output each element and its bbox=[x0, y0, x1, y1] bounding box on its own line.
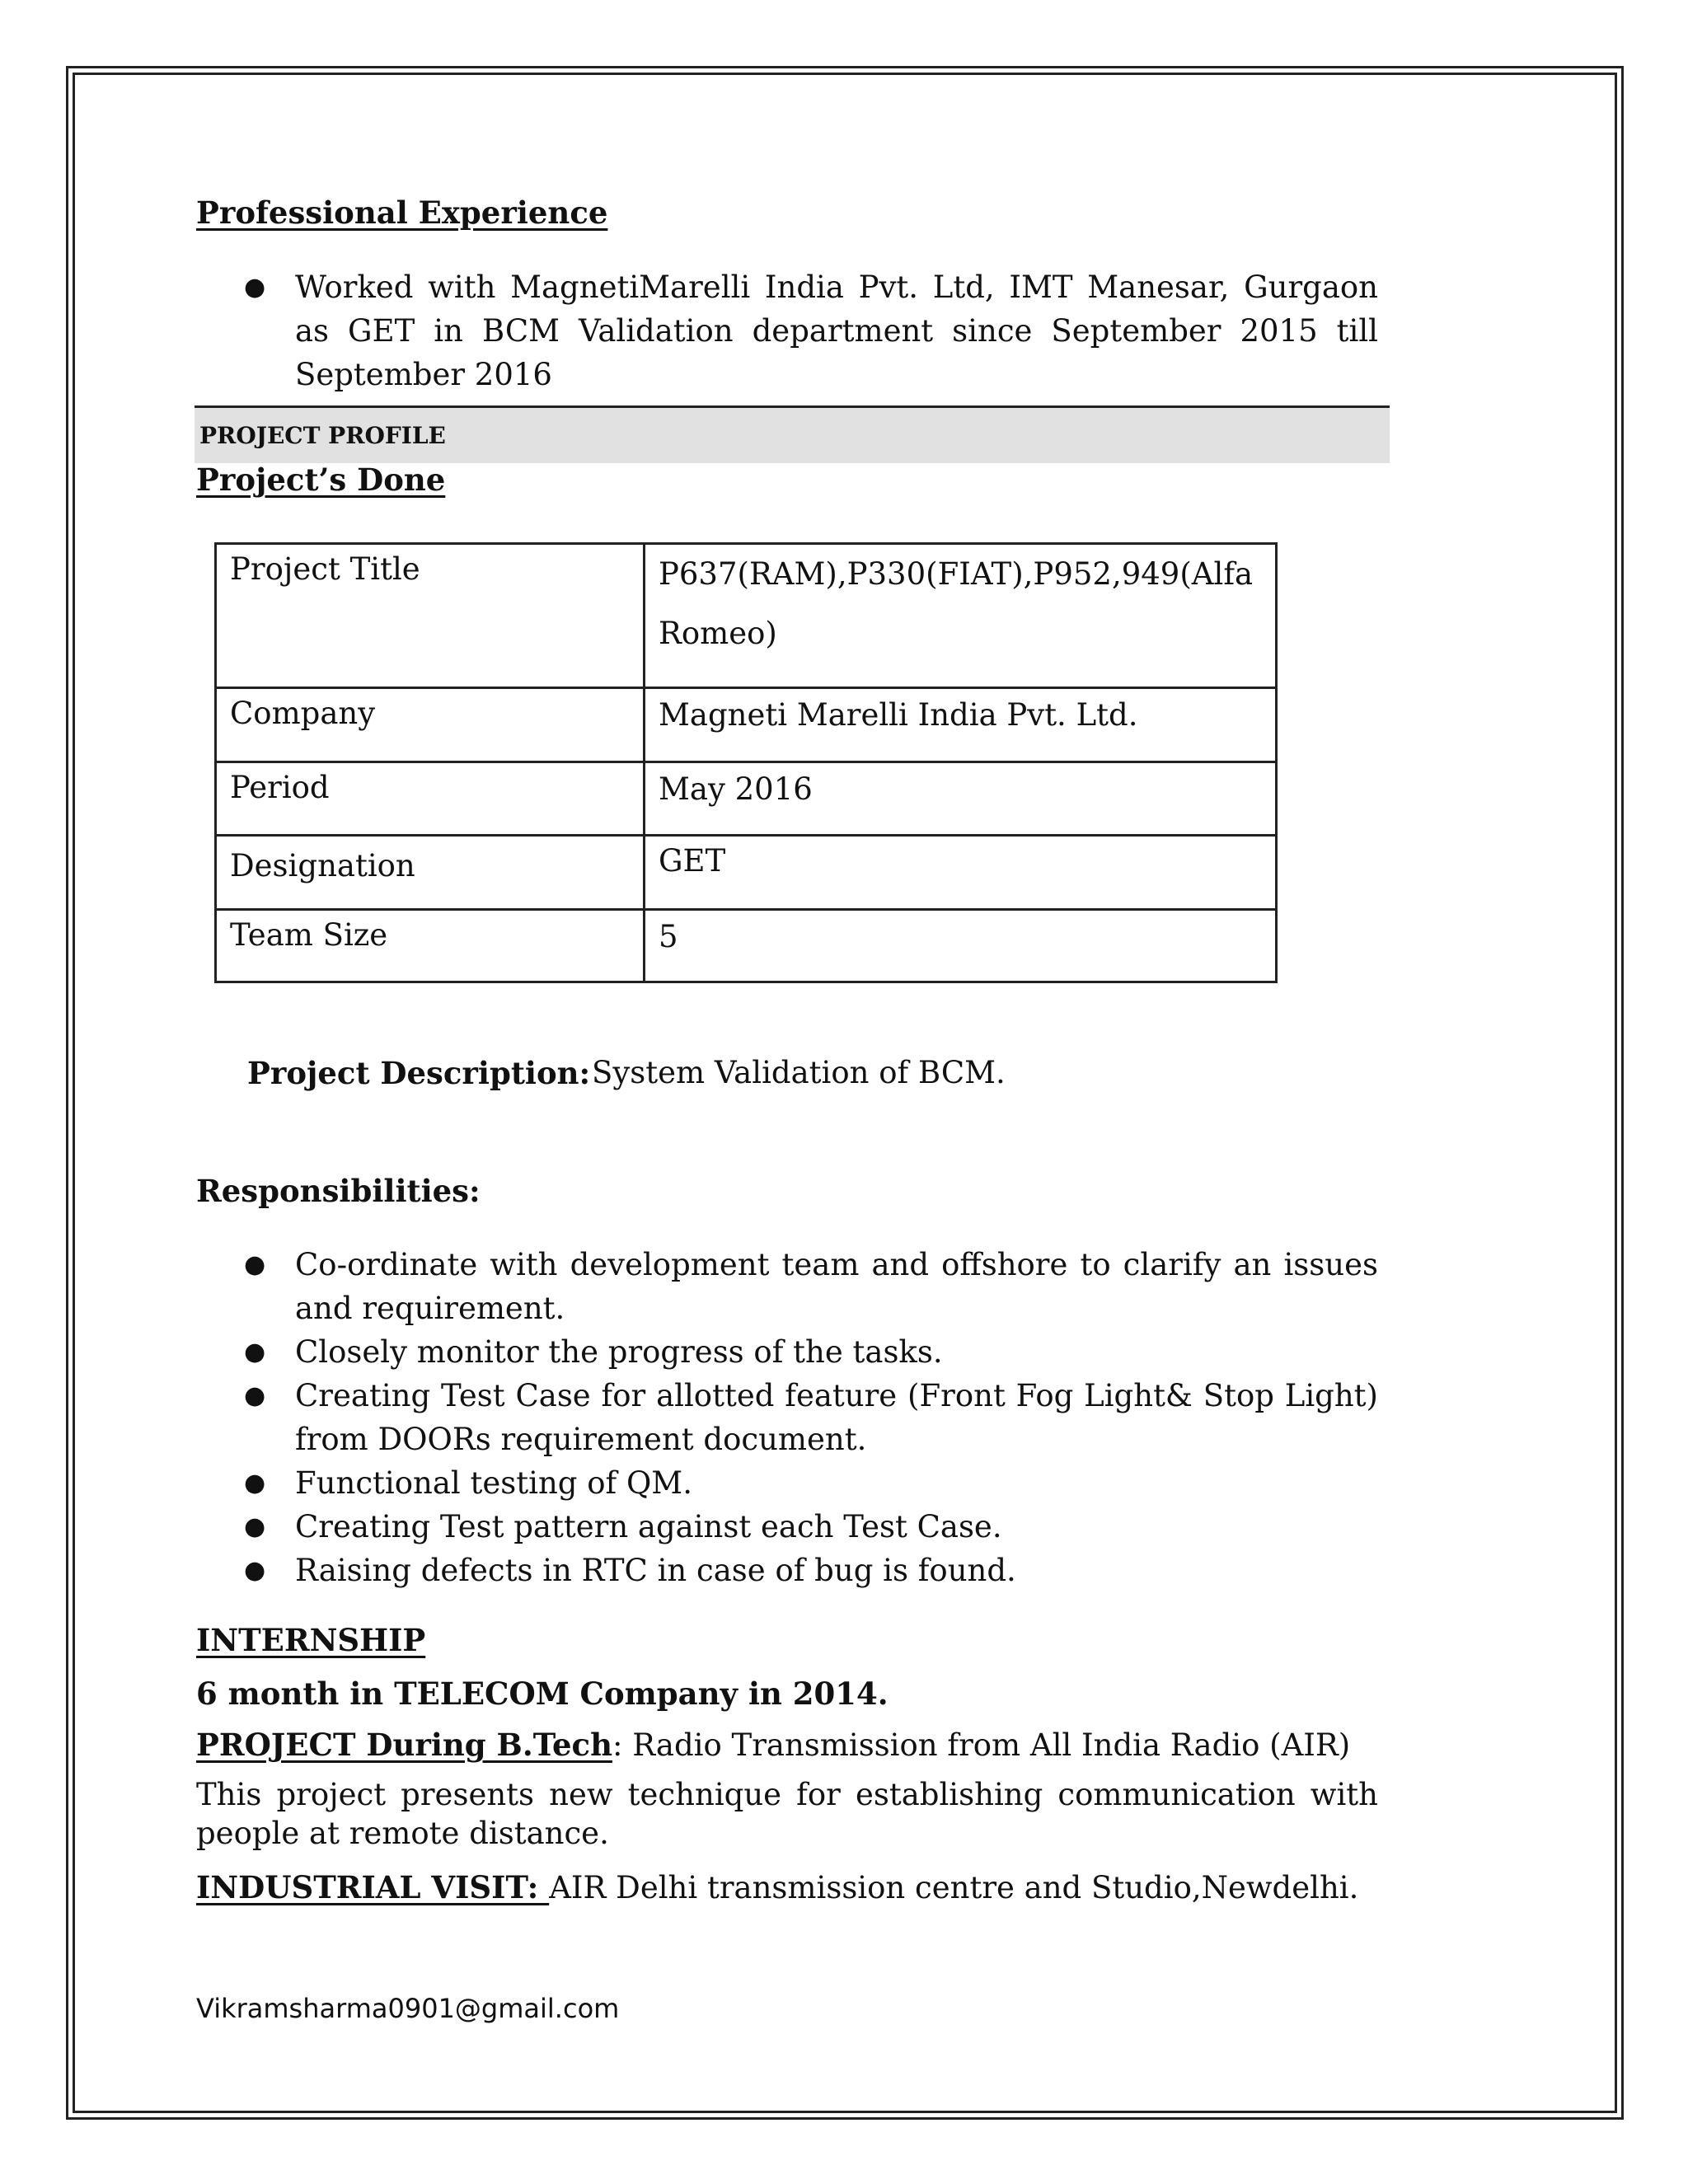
industrial-visit-label: INDUSTRIAL VISIT: bbox=[196, 1869, 550, 1905]
bullet-icon: ● bbox=[244, 1469, 266, 1497]
projects-done-heading: Project’s Done bbox=[196, 462, 446, 498]
experience-list bbox=[196, 265, 1378, 396]
project-description-value: System Validation of BCM. bbox=[592, 1055, 1006, 1090]
project-profile-bar bbox=[195, 405, 1390, 463]
project-table bbox=[214, 542, 1278, 983]
list-item: ● Worked with MagnetiMarelli India Pvt. Ltd, IMT Manesar, Gurgaon as GET in BCM Validation department since September 2015 till September 2016 bbox=[196, 265, 1378, 396]
table-row bbox=[216, 762, 1277, 836]
btech-project-label: PROJECT During B.Tech bbox=[196, 1727, 612, 1763]
bullet-icon: ● bbox=[244, 1338, 266, 1366]
table-row bbox=[216, 688, 1277, 762]
professional-experience-heading: Professional Experience bbox=[196, 194, 608, 231]
project-description-label: Project Description: bbox=[247, 1055, 591, 1091]
list-item: ● Creating Test Case for allotted feature (Front Fog Light& Stop Light) from DOORs requirement document. bbox=[196, 1374, 1378, 1461]
table-cell-key: Project Title bbox=[216, 544, 645, 688]
list-item: ● Functional testing of QM. bbox=[196, 1461, 1378, 1505]
internship-detail: 6 month in TELECOM Company in 2014. bbox=[196, 1675, 889, 1712]
bullet-icon: ● bbox=[244, 1512, 266, 1541]
footer-email: Vikramsharma0901@gmail.com bbox=[196, 1993, 620, 2024]
table-cell-value: GET bbox=[645, 836, 1277, 910]
table-cell-key: Company bbox=[216, 688, 645, 762]
list-item: ● Raising defects in RTC in case of bug is found. bbox=[196, 1549, 1378, 1592]
table-cell-value: P637(RAM),P330(FIAT),P952,949(Alfa Romeo) bbox=[645, 544, 1277, 688]
table-cell-value: Magneti Marelli India Pvt. Ltd. bbox=[645, 688, 1277, 762]
table-cell-key: Designation bbox=[216, 836, 645, 910]
table-cell-key: Period bbox=[216, 762, 645, 836]
table-row bbox=[216, 910, 1277, 982]
btech-project-line bbox=[196, 1727, 1350, 1763]
table-cell-value: 5 bbox=[645, 910, 1277, 982]
project-profile-label: PROJECT PROFILE bbox=[199, 422, 446, 449]
btech-project-description: This project presents new technique for establishing communication with people at remote distance. bbox=[196, 1777, 1378, 1851]
list-item: ● Closely monitor the progress of the tasks. bbox=[196, 1330, 1378, 1374]
table-cell-key: Team Size bbox=[216, 910, 645, 982]
table-row bbox=[216, 836, 1277, 910]
internship-heading: INTERNSHIP bbox=[196, 1622, 426, 1658]
btech-project-value: Radio Transmission from All India Radio (AIR) bbox=[622, 1727, 1351, 1763]
table-cell-value: May 2016 bbox=[645, 762, 1277, 836]
bullet-icon: ● bbox=[244, 1556, 266, 1585]
list-item: ● Creating Test pattern against each Test Case. bbox=[196, 1505, 1378, 1549]
bullet-icon: ● bbox=[244, 1381, 266, 1410]
responsibilities-heading: Responsibilities: bbox=[196, 1173, 481, 1209]
industrial-visit-line bbox=[196, 1869, 1358, 1905]
industrial-visit-value: AIR Delhi transmission centre and Studio,Newdelhi. bbox=[549, 1870, 1359, 1905]
bullet-icon: ● bbox=[244, 273, 266, 302]
list-item: ● Co-ordinate with development team and offshore to clarify an issues and requirement. bbox=[196, 1243, 1378, 1330]
responsibilities-list bbox=[196, 1243, 1378, 1592]
table-row bbox=[216, 544, 1277, 688]
bullet-icon: ● bbox=[244, 1250, 266, 1279]
btech-project-separator: : bbox=[612, 1727, 623, 1763]
